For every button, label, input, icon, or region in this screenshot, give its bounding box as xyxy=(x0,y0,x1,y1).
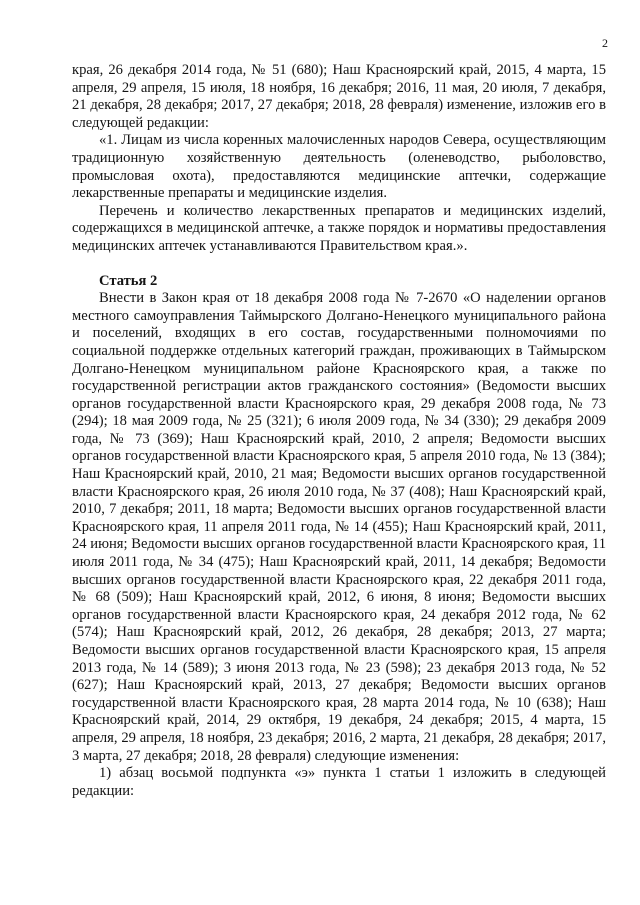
quoted-list-paragraph: Перечень и количество лекарственных препаратов и медицинских изделий, содержащихся в медицинской аптечке, а также порядок и нормативы предоставления медицинских аптечек устанавливаются Правительством края.». xyxy=(72,202,606,254)
document-body xyxy=(72,62,606,800)
article-2-body: Внести в Закон края от 18 декабря 2008 года № 7-2670 «О наделении органов местного самоуправления Таймырского Долгано-Ненецкого муниципального района и поселений, входящих в его состав, государственными полномочиями по социальной поддержке отдельных категорий граждан, проживающих в Таймырском Долгано-Ненецком муниципальном районе Красноярского края, а также по государственной регистрации актов гражданского состояния» (Ведомости высших органов государственной власти Красноярского края, 29 декабря 2008 года, № 73 (294); 18 мая 2009 года, № 25 (321); 6 июля 2009 года, № 34 (330); 29 декабря 2009 года, № 73 (369); Наш Красноярский край, 2010, 2 апреля; Ведомости высших органов государственной власти Красноярского края, 5 апреля 2010 года, № 13 (384); Наш Красноярский край, 2010, 21 мая; Ведомости высших органов государственной власти Красноярского края, 26 июля 2010 года, № 37 (408); Наш Красноярский край, 2010, 7 декабря; 2011, 18 марта; Ведомости высших органов государственной власти Красноярского края, 11 апреля 2011 года, № 14 (455); Наш Красноярский край, 2011, 24 июня; Ведомости высших органов государственной власти Красноярского края, 11 июля 2011 года, № 34 (475); Наш Красноярский край, 2011, 14 декабря; Ведомости высших органов государственной власти Красноярского края, 22 декабря 2011 года, № 68 (509); Наш Красноярский край, 2012, 6 июня, 8 июня; Ведомости высших органов государственной власти Красноярского края, 24 декабря 2012 года, № 62 (574); Наш Красноярский край, 2012, 26 декабря, 28 декабря; 2013, 27 марта; Ведомости высших органов государственной власти Красноярского края, 15 апреля 2013 года, № 14 (589); 3 июня 2013 года, № 23 (598); 23 декабря 2013 года, № 52 (627); Наш Красноярский край, 2013, 27 декабря; Ведомости высших органов государственной власти Красноярского края, 28 марта 2014 года, № 10 (638); Наш Красноярский край, 2014, 29 октября, 19 декабря, 24 декабря; 2015, 4 марта, 15 апреля, 29 апреля, 18 ноября, 23 декабря; 2016, 2 марта, 21 декабря, 28 декабря; 2017, 3 марта, 27 декабря; 2018, 28 февраля) следующие изменения: xyxy=(72,290,606,764)
intro-paragraph: края, 26 декабря 2014 года, № 51 (680); Наш Красноярский край, 2015, 4 марта, 15 апреля, 29 апреля, 15 июля, 18 ноября, 16 декабря; 2016, 11 мая, 20 июля, 7 декабря, 21 декабря, 28 декабря; 2017, 27 декабря; 2018, 28 февраля) изменение, изложив его в следующей редакции: xyxy=(72,62,606,131)
page-number: 2 xyxy=(602,36,608,50)
quoted-point-1: «1. Лицам из числа коренных малочисленных народов Севера, осуществляющим традиционную хозяйственную деятельность (оленеводство, рыболовство, промысловая охота), предоставляются медицинские аптечки, содержащие лекарственные препараты и медицинские изделия. xyxy=(72,132,606,202)
article-2-item-1: 1) абзац восьмой подпункта «э» пункта 1 статьи 1 изложить в следующей редакции: xyxy=(72,765,606,799)
article-2-heading: Статья 2 xyxy=(99,272,158,289)
